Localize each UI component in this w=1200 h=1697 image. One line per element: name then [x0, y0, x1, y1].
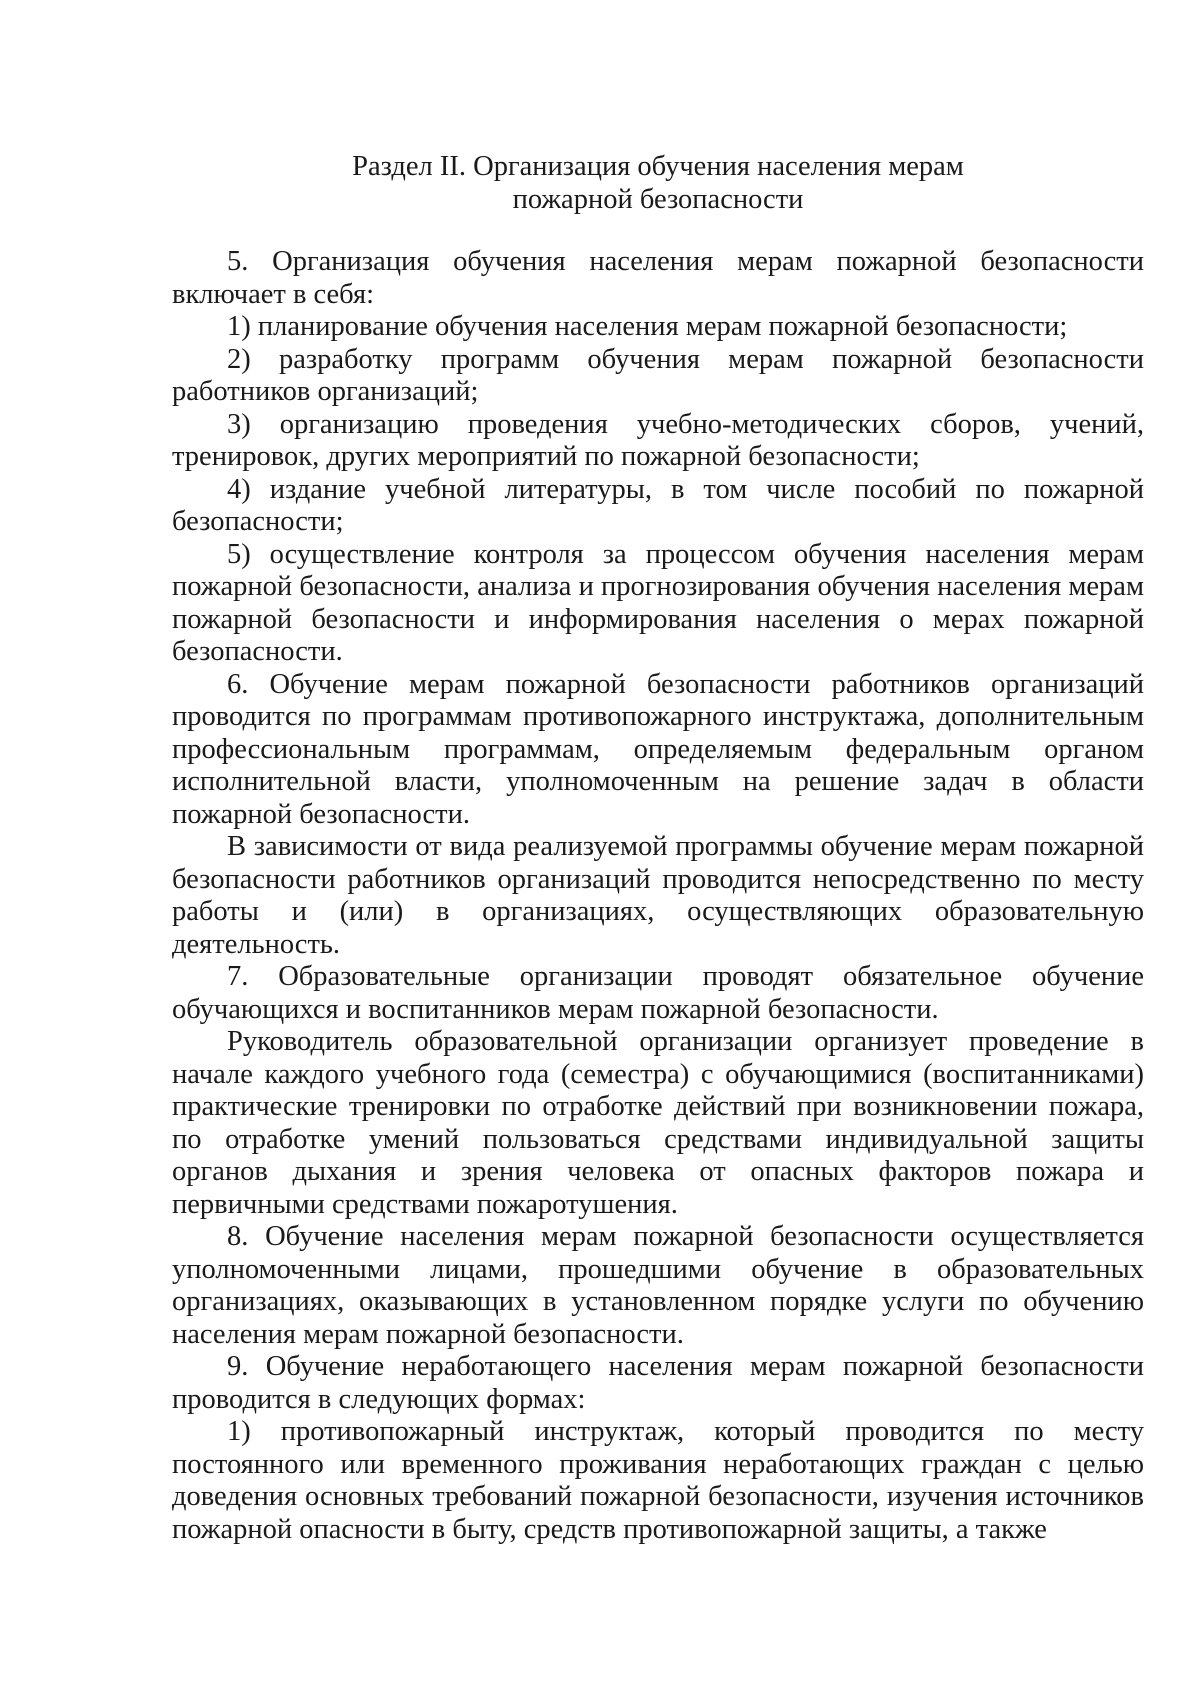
document-body	[172, 246, 1144, 1546]
paragraph-item-6-continued: В зависимости от вида реализуемой программы обучение мерам пожарной безопасности работников организаций проводится непосредственно по месту работы и (или) в организациях, осуществляющих образовательную деятельность.	[172, 831, 1144, 960]
paragraph-subitem-5-3: 3) организацию проведения учебно-методических сборов, учений, тренировок, других мероприятий по пожарной безопасности;	[172, 408, 1144, 472]
paragraph-item-5: 5. Организация обучения населения мерам пожарной безопасности включает в себя:	[172, 246, 1144, 310]
section-title-line-1: Раздел II. Организация обучения населения мерам	[352, 151, 964, 182]
paragraph-subitem-5-2: 2) разработку программ обучения мерам пожарной безопасности работников организаций;	[172, 343, 1144, 407]
section-heading	[172, 150, 1144, 216]
paragraph-item-7-continued: Руководитель образовательной организации организует проведение в начале каждого учебного года (семестра) с обучающимися (воспитанниками) практические тренировки по отработке действий при возникновении пожара, по отработке умений пользоваться средствами индивидуальной защиты органов дыхания и зрения человека от опасных факторов пожара и первичными средствами пожаротушения.	[172, 1026, 1144, 1220]
paragraph-item-8: 8. Обучение населения мерам пожарной безопасности осуществляется уполномоченными лицами, прошедшими обучение в образовательных организациях, оказывающих в установленном порядке услуги по обучению населения мерам пожарной безопасности.	[172, 1221, 1144, 1350]
paragraph-subitem-9-1: 1) противопожарный инструктаж, который проводится по месту постоянного или временного проживания неработающих граждан с целью доведения основных требований пожарной безопасности, изучения источников пожарной опасности в быту, средств противопожарной защиты, а также	[172, 1416, 1144, 1545]
paragraph-item-9: 9. Обучение неработающего населения мерам пожарной безопасности проводится в следующих формах:	[172, 1351, 1144, 1415]
paragraph-subitem-5-4: 4) издание учебной литературы, в том числе пособий по пожарной безопасности;	[172, 473, 1144, 537]
section-title-line-2: пожарной безопасности	[512, 184, 804, 215]
paragraph-subitem-5-1: 1) планирование обучения населения мерам пожарной безопасности;	[227, 311, 1068, 342]
paragraph-item-7: 7. Образовательные организации проводят обязательное обучение обучающихся и воспитанников мерам пожарной безопасности.	[172, 961, 1144, 1025]
paragraph-subitem-5-5: 5) осуществление контроля за процессом обучения населения мерам пожарной безопасности, анализа и прогнозирования обучения населения мерам пожарной безопасности и информирования населения о мерах пожарной безопасности.	[172, 538, 1144, 667]
paragraph-item-6: 6. Обучение мерам пожарной безопасности работников организаций проводится по программам противопожарного инструктажа, дополнительным профессиональным программам, определяемым федеральным органом исполнительной власти, уполномоченным на решение задач в области пожарной безопасности.	[172, 668, 1144, 830]
